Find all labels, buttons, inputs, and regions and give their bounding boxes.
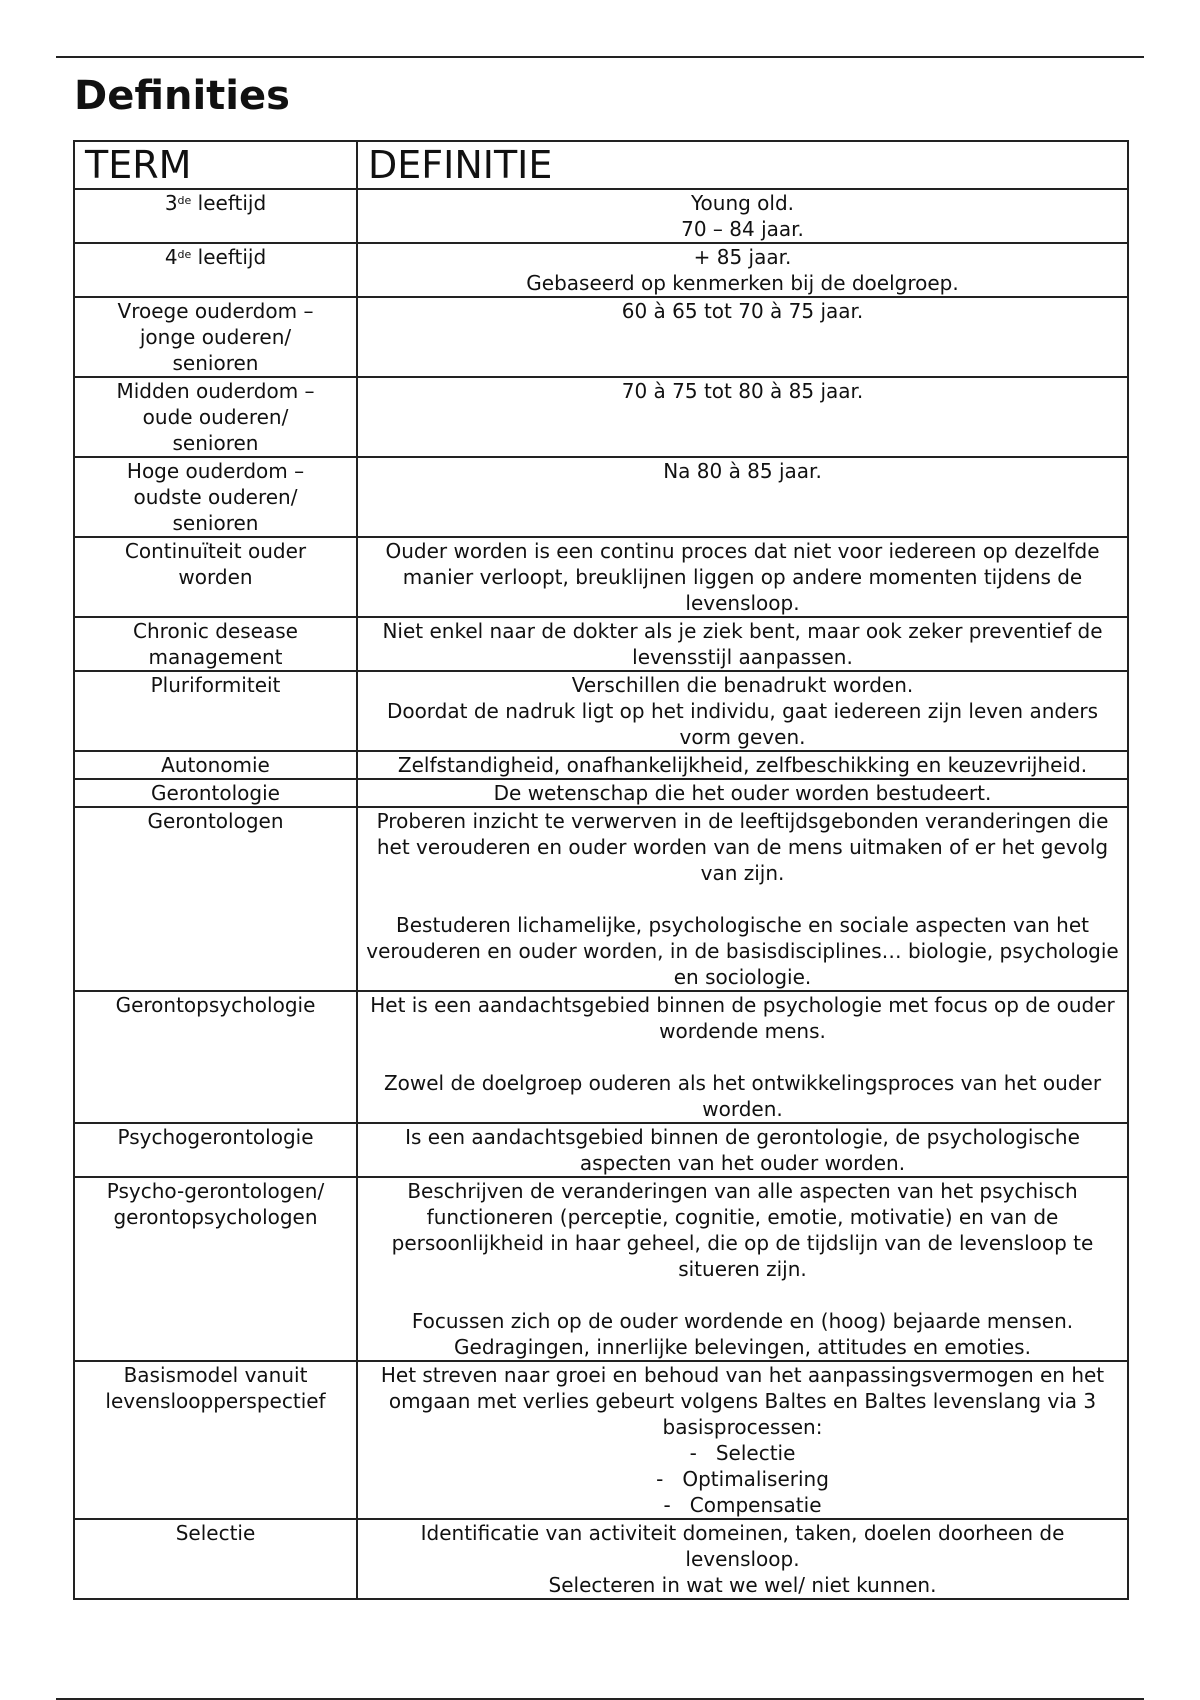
table-row (74, 297, 1128, 377)
table-row (74, 377, 1128, 457)
header-rule (56, 56, 1144, 58)
table-row (74, 779, 1128, 807)
definition-cell (357, 1123, 1128, 1177)
definition-text: 60 à 65 tot 70 à 75 jaar. (621, 299, 864, 323)
definition-cell (357, 457, 1128, 537)
table-row (74, 1519, 1128, 1599)
term-cell (74, 189, 357, 243)
term-cell: Gerontopsychologie (74, 991, 357, 1123)
definition-cell (357, 807, 1128, 991)
term-cell: Gerontologen (74, 807, 357, 991)
list-item: - Compensatie (362, 1492, 1123, 1518)
page-title: Definities (74, 73, 290, 119)
definition-cell (357, 243, 1128, 297)
term-cell: Gerontologie (74, 779, 357, 807)
definition-text: Young old. (690, 191, 795, 215)
definition-text: Ouder worden is een continu proces dat niet voor iedereen op dezelfde manier verloopt, breuklijnen liggen op andere momenten tijdens de levensloop. (385, 539, 1100, 615)
definition-cell (357, 751, 1128, 779)
table-row (74, 1361, 1128, 1519)
definition-cell (357, 671, 1128, 751)
term-cell: Hoge ouderdom – oudste ouderen/ senioren (74, 457, 357, 537)
definition-text: Selecteren in wat we wel/ niet kunnen. (548, 1573, 937, 1597)
term-cell: Selectie (74, 1519, 357, 1599)
definition-cell (357, 1519, 1128, 1599)
definition-text: Het streven naar groei en behoud van het aanpassingsvermogen en het omgaan met verlies gebeurt volgens Baltes en Baltes levenslang via 3 basisprocessen: (380, 1363, 1105, 1439)
term-text: leeftijd (191, 245, 267, 269)
definition-text: Is een aandachtsgebied binnen de gerontologie, de psychologische aspecten van het ouder worden. (405, 1125, 1080, 1175)
term-cell: Basismodel vanuit levensloopperspectief (74, 1361, 357, 1519)
table-row (74, 807, 1128, 991)
term-cell: Continuïteit ouder worden (74, 537, 357, 617)
definition-text: De wetenschap die het ouder worden bestudeert. (493, 781, 992, 805)
term-text: leeftijd (191, 191, 267, 215)
definition-text: Gedragingen, innerlijke belevingen, attitudes en emoties. (454, 1335, 1031, 1359)
definition-text: Gebaseerd op kenmerken bij de doelgroep. (526, 271, 959, 295)
definition-text: 70 à 75 tot 80 à 85 jaar. (621, 379, 864, 403)
definition-text: Proberen inzicht te verwerven in de leeftijdsgebonden veranderingen die het verouderen en ouder worden van de mens uitmaken of er het gevolg van zijn. (376, 809, 1109, 885)
table-row (74, 671, 1128, 751)
definition-text: Zelfstandigheid, onafhankelijkheid, zelfbeschikking en keuzevrijheid. (397, 753, 1088, 777)
term-cell: Psycho-gerontologen/ gerontopsychologen (74, 1177, 357, 1361)
definition-text: Het is een aandachtsgebied binnen de psychologie met focus op de ouder wordende mens. (370, 993, 1115, 1043)
table-row (74, 751, 1128, 779)
term-cell: Pluriformiteit (74, 671, 357, 751)
term-number: 4 (164, 245, 178, 269)
table-row (74, 189, 1128, 243)
table-row (74, 1123, 1128, 1177)
term-cell: Psychogerontologie (74, 1123, 357, 1177)
definition-cell (357, 297, 1128, 377)
definition-text: Niet enkel naar de dokter als je ziek bent, maar ook zeker preventief de levensstijl aanpassen. (382, 619, 1103, 669)
definition-text: Beschrijven de veranderingen van alle aspecten van het psychisch functioneren (perceptie, cognitie, emotie, motivatie) en van de persoonlijkheid in haar geheel, die op de tijdslijn van de levensloop te situeren zijn. (391, 1179, 1094, 1281)
process-list (362, 1440, 1123, 1518)
definition-text: Identificatie van activiteit domeinen, taken, doelen doorheen de levensloop. (420, 1521, 1065, 1571)
definitions-table (73, 140, 1129, 1600)
table-row (74, 537, 1128, 617)
definition-text: 70 – 84 jaar. (681, 217, 804, 241)
definition-cell (357, 537, 1128, 617)
table-row (74, 1177, 1128, 1361)
list-item: - Optimalisering (362, 1466, 1123, 1492)
term-superscript: de (177, 194, 192, 207)
table-row (74, 243, 1128, 297)
term-cell: Midden ouderdom – oude ouderen/ senioren (74, 377, 357, 457)
definition-cell (357, 779, 1128, 807)
definition-text: Zowel de doelgroep ouderen als het ontwikkelingsproces van het ouder worden. (383, 1071, 1102, 1121)
table-header-row (74, 141, 1128, 189)
definition-cell (357, 617, 1128, 671)
definition-cell (357, 377, 1128, 457)
table-row (74, 991, 1128, 1123)
definition-cell (357, 991, 1128, 1123)
definition-cell (357, 189, 1128, 243)
term-column-header: TERM (74, 141, 357, 189)
term-cell: Chronic desease management (74, 617, 357, 671)
term-number: 3 (164, 191, 178, 215)
table-row (74, 617, 1128, 671)
definition-column-header: DEFINITIE (357, 141, 1128, 189)
term-superscript: de (177, 248, 192, 261)
definition-text: Verschillen die benadrukt worden. (571, 673, 914, 697)
definition-text: Bestuderen lichamelijke, psychologische en sociale aspecten van het verouderen en ouder worden, in de basisdisciplines… biologie, psychologie en sociologie. (366, 913, 1119, 989)
list-item: - Selectie (362, 1440, 1123, 1466)
term-cell: Autonomie (74, 751, 357, 779)
definition-cell (357, 1177, 1128, 1361)
definition-text: + 85 jaar. (693, 245, 792, 269)
definition-text: Focussen zich op de ouder wordende en (hoog) bejaarde mensen. (411, 1309, 1074, 1333)
definition-cell (357, 1361, 1128, 1519)
definition-text: Doordat de nadruk ligt op het individu, gaat iedereen zijn leven anders vorm geven. (386, 699, 1099, 749)
table-row (74, 457, 1128, 537)
term-cell (74, 243, 357, 297)
term-cell: Vroege ouderdom – jonge ouderen/ senioren (74, 297, 357, 377)
definition-text: Na 80 à 85 jaar. (663, 459, 822, 483)
